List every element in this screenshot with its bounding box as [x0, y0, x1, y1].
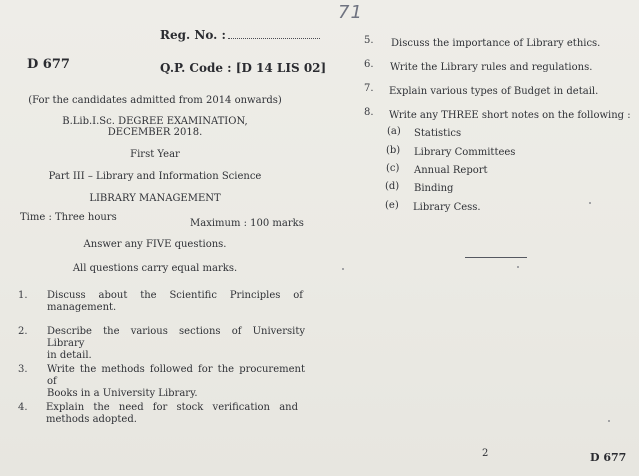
question-text: [47, 364, 305, 400]
short-note-label: (b): [386, 145, 401, 156]
question-line: Discuss about the Scientific Principles of: [47, 290, 303, 301]
short-note-item: Annual Report: [414, 165, 488, 176]
paper-speck: [342, 268, 344, 270]
reg-no-label: Reg. No. :: [160, 28, 226, 42]
instruction-answer-five: Answer any FIVE questions.: [83, 239, 227, 250]
time-label: Time : Three hours: [20, 212, 117, 223]
question-line: methods adopted.: [46, 414, 137, 425]
year-label: First Year: [130, 149, 180, 160]
footer-paper-code: D 677: [590, 451, 627, 464]
short-note-item: Library Committees: [414, 147, 516, 158]
question-text: [47, 290, 303, 314]
question-number: 2.: [18, 326, 28, 337]
question-number: 5.: [364, 35, 374, 46]
question-line: Books in a University Library.: [47, 388, 198, 399]
paper-code: D 677: [27, 57, 70, 72]
end-rule: [465, 257, 527, 258]
paper-speck: [608, 420, 610, 422]
short-note-label: (a): [387, 126, 401, 137]
short-note-item: Binding: [414, 183, 454, 194]
question-number: 8.: [364, 107, 374, 118]
paper-speck: [589, 202, 591, 204]
paper-speck: [517, 266, 519, 268]
reg-no-field: [160, 28, 320, 42]
question-line: Write the methods followed for the procurement of: [47, 364, 305, 387]
max-marks-label: Maximum : 100 marks: [190, 218, 304, 229]
question-text: [47, 326, 305, 362]
qp-code: Q.P. Code : [D 14 LIS 02]: [160, 61, 327, 75]
subject-title: LIBRARY MANAGEMENT: [89, 193, 221, 204]
question-text: Write any THREE short notes on the following :: [389, 110, 631, 121]
question-line: Describe the various sections of University Library: [47, 326, 305, 349]
degree-title-line2: DECEMBER 2018.: [107, 127, 203, 138]
question-line: in detail.: [47, 350, 92, 361]
short-note-item: Statistics: [414, 128, 462, 139]
page-number: 2: [482, 448, 489, 459]
question-text: Write the Library rules and regulations.: [390, 62, 593, 73]
question-number: 4.: [18, 402, 28, 413]
reg-no-blank: [228, 28, 320, 39]
question-text: Discuss the importance of Library ethics.: [391, 38, 601, 49]
question-text: Explain various types of Budget in detail.: [389, 86, 599, 97]
candidates-note: (For the candidates admitted from 2014 onwards): [28, 95, 282, 106]
degree-title-line1: B.Lib.I.Sc. DEGREE EXAMINATION,: [62, 116, 248, 127]
question-line: Explain the need for stock verification and: [46, 402, 298, 413]
instruction-equal-marks: All questions carry equal marks.: [72, 263, 238, 274]
question-line: management.: [47, 302, 117, 313]
question-number: 1.: [18, 290, 28, 301]
short-note-item: Library Cess.: [413, 202, 481, 213]
question-number: 7.: [364, 83, 374, 94]
question-number: 6.: [364, 59, 374, 70]
short-note-label: (c): [386, 163, 400, 174]
short-note-label: (d): [385, 181, 400, 192]
part-label: Part III – Library and Information Science: [48, 171, 262, 182]
short-note-label: (e): [385, 200, 399, 211]
handwritten-number: 71: [338, 2, 363, 23]
question-text: [46, 402, 298, 426]
question-number: 3.: [18, 364, 28, 375]
